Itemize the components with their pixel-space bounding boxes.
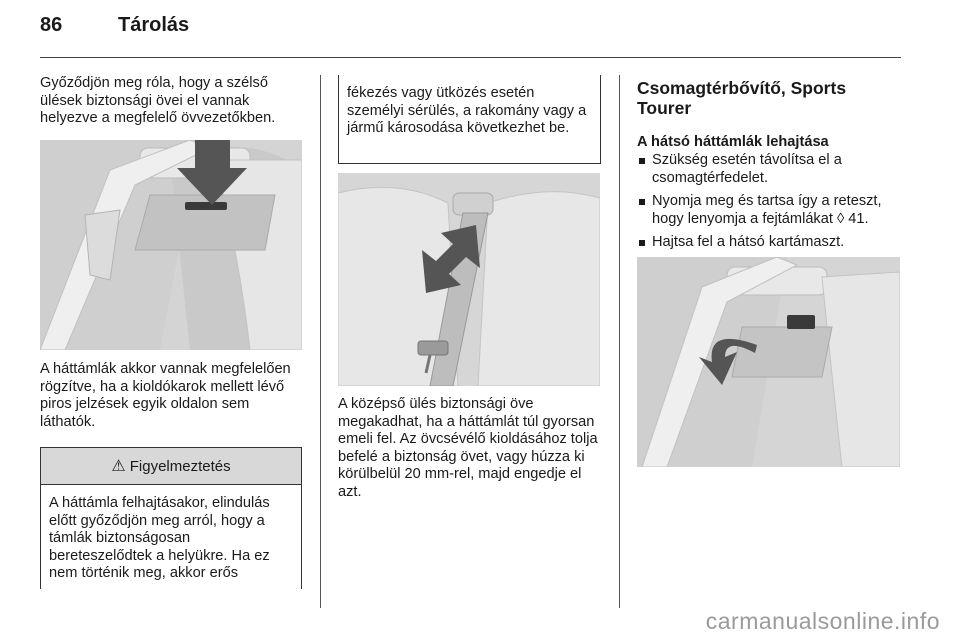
list-item <box>637 234 905 252</box>
armrest-drawing <box>637 257 900 467</box>
list-item-text: Hajtsa fel a hátsó kartámaszt. <box>652 234 845 251</box>
header-rule <box>40 57 901 58</box>
page-reference-link[interactable]: 41. <box>848 210 869 227</box>
column-divider-right <box>619 75 620 608</box>
watermark: carmanualsonline.info <box>705 608 940 634</box>
warning-continuation-text: fékezés vagy ütközés esetén személyi sérülés, a rakomány vagy a jármű károsodása következhet be. <box>347 85 587 137</box>
seatbelt-guide-drawing <box>40 140 302 350</box>
warning-continuation-box <box>338 75 601 164</box>
warning-body: A háttámla felhajtásakor, elindulás előtt győződjön meg arról, hogy a támlák biztonságosan bereteszelődtek a helyükre. Ha ez nem történik meg, akkor erős <box>49 495 270 582</box>
list-item-text: Nyomja meg és tartsa így a reteszt, hogy lenyomja a fejtámlákat <box>652 193 882 227</box>
list-item-text: Szükség esetén távolítsa el a csomagtérfedelet. <box>652 152 842 186</box>
armrest-illustration <box>637 257 900 467</box>
warning-header <box>41 448 301 485</box>
seatbelt-guide-illustration <box>40 140 302 350</box>
section-title: Csomagtérbővítő, Sports Tourer <box>637 78 847 118</box>
instruction-list <box>637 152 905 258</box>
bullet-marker <box>639 158 645 164</box>
list-item <box>637 193 905 228</box>
bullet-marker <box>639 240 645 246</box>
page-number: 86 <box>40 14 63 36</box>
warning-triangle-icon: ⚠ <box>111 458 126 475</box>
latch-indicator-paragraph: A háttámlák akkor vannak megfelelően rögzítve, ha a kioldókarok mellett lévő piros jelzések egyik oldalon sem láthatók. <box>40 361 291 430</box>
center-belt-illustration <box>338 173 600 386</box>
bullet-marker <box>639 199 645 205</box>
list-item <box>637 152 905 187</box>
page-title: Tárolás <box>118 14 190 36</box>
column-divider-left <box>320 75 321 608</box>
warning-heading: Figyelmeztetés <box>129 457 231 475</box>
seatbelt-guide-paragraph: Győződjön meg róla, hogy a szélső ülések biztonsági övei el vannak helyezve a megfelelő övvezetőkben. <box>40 75 276 127</box>
center-belt-drawing <box>338 173 600 386</box>
page-reference-icon: ◊ <box>836 210 845 227</box>
center-belt-paragraph: A középső ülés biztonsági öve megakadhat, ha a háttámlát túl gyorsan emeli fel. Az övcsévélő kioldásához tolja befelé a biztonság övet, vagy húzza ki körülbelül 20 mm-rel, majd engedje el azt. <box>338 396 598 500</box>
subsection-title: A hátsó háttámlák lehajtása <box>637 134 829 150</box>
warning-box <box>40 447 302 589</box>
